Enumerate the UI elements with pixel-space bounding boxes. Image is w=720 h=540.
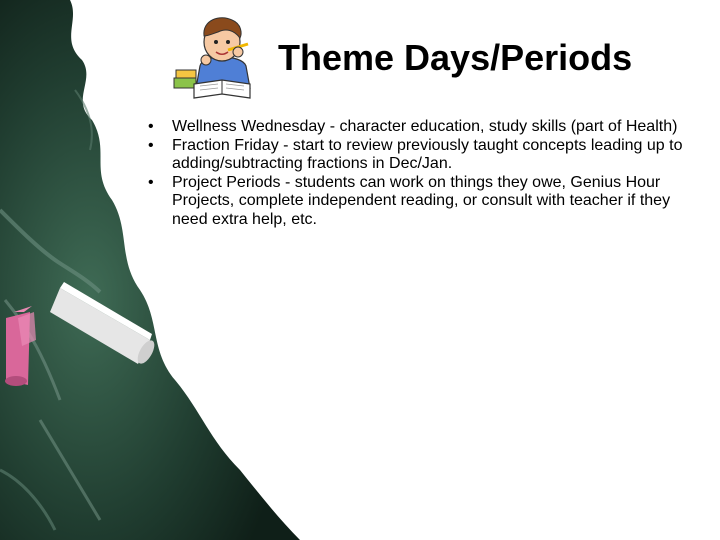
list-item [148, 137, 708, 174]
list-item [148, 118, 708, 137]
slide-title: Theme Days/Periods [278, 37, 633, 78]
bullet-dot: • [148, 173, 154, 191]
student-reading-clipart [172, 10, 272, 102]
bullet-list [148, 118, 708, 229]
bullet-dot: • [148, 118, 154, 135]
list-item [148, 174, 708, 230]
bullet-text: Wellness Wednesday - character education, study skills (part of Health) [172, 118, 678, 135]
bullet-text: Project Periods - students can work on things they owe, Genius Hour Projects, complete independent reading, or consult with teacher if they need extra help, etc. [172, 173, 671, 228]
bullet-dot: • [148, 136, 154, 154]
bullet-text: Fraction Friday - start to review previously taught concepts leading up to adding/subtracting fractions in Dec/Jan. [172, 136, 683, 172]
